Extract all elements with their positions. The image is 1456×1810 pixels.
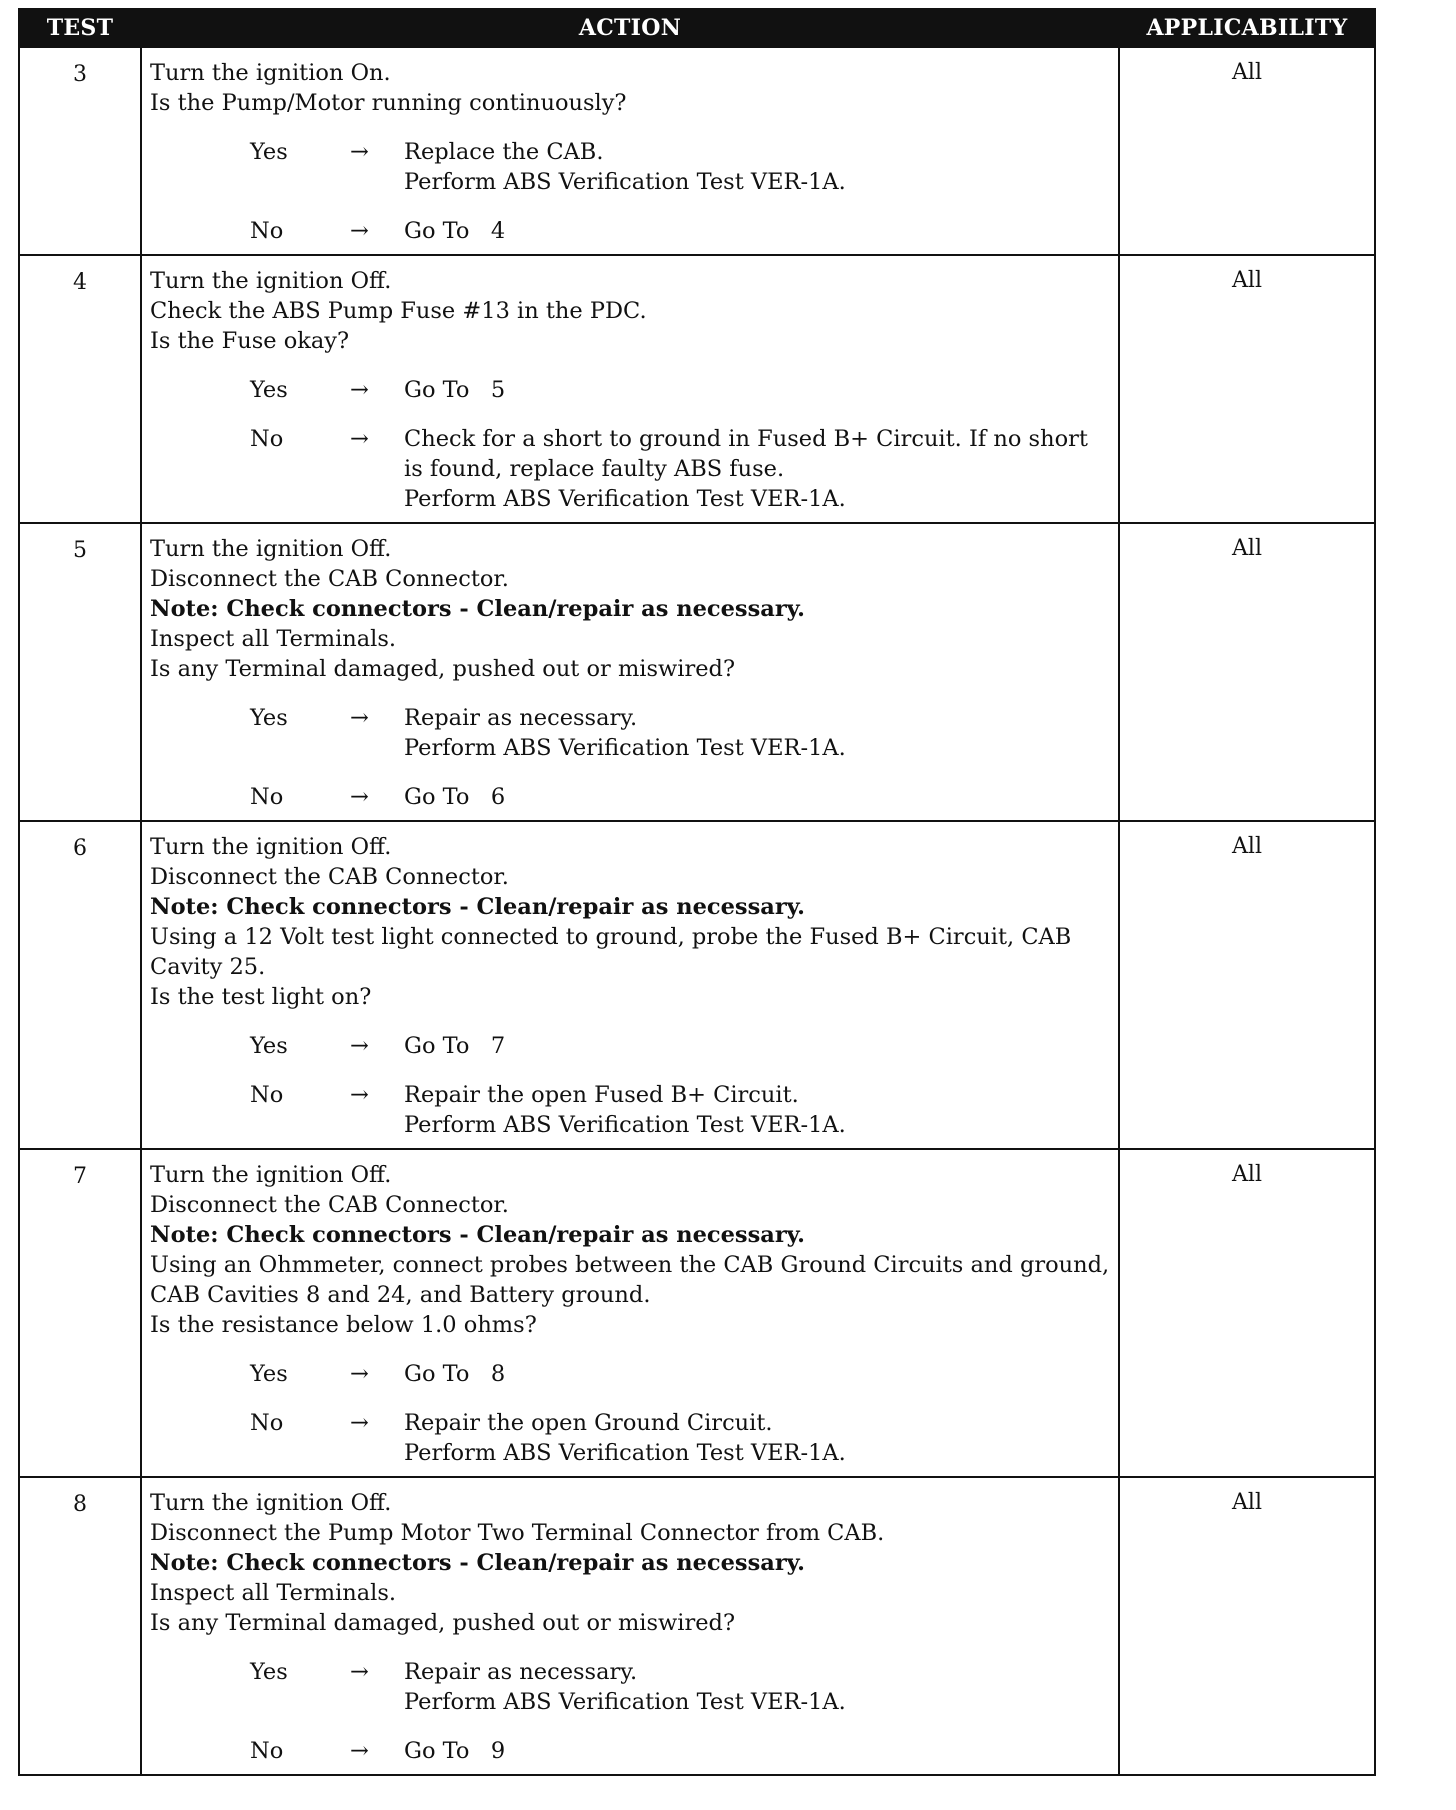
branch-answer: Yes bbox=[250, 377, 288, 403]
action-cell bbox=[141, 1149, 1119, 1477]
table-row bbox=[19, 821, 1375, 1149]
instruction-text: Disconnect the CAB Connector. bbox=[150, 1192, 509, 1218]
test-number: 8 bbox=[19, 1477, 141, 1775]
branch-result bbox=[404, 782, 1110, 812]
action-cell bbox=[141, 255, 1119, 523]
instruction-text: Is any Terminal damaged, pushed out or miswired? bbox=[150, 656, 736, 682]
header-applicability: APPLICABILITY bbox=[1119, 9, 1375, 47]
instruction-text: Is the Pump/Motor running continuously? bbox=[150, 90, 627, 116]
arrow-right-icon: → bbox=[350, 426, 369, 452]
instruction-text: Using a 12 Volt test light connected to ground, probe the Fused B+ Circuit, CAB Cavity 25. bbox=[150, 924, 1072, 980]
arrow-right-icon: → bbox=[350, 705, 369, 731]
result-line: Perform ABS Verification Test VER-1A. bbox=[404, 1689, 846, 1715]
instruction-text: Turn the ignition Off. bbox=[150, 268, 392, 294]
action-cell bbox=[141, 523, 1119, 821]
branch-answer: Yes bbox=[250, 1659, 288, 1685]
branch-result bbox=[404, 137, 1110, 197]
instruction-text: Is the resistance below 1.0 ohms? bbox=[150, 1312, 537, 1338]
result-line: Perform ABS Verification Test VER-1A. bbox=[404, 1112, 846, 1138]
branch-result bbox=[404, 703, 1110, 763]
branch-no bbox=[250, 1080, 1110, 1140]
instruction-text: Turn the ignition Off. bbox=[150, 1162, 392, 1188]
arrow-right-icon: → bbox=[350, 1361, 369, 1387]
result-line: Go To 6 bbox=[404, 784, 506, 810]
result-line: Repair the open Fused B+ Circuit. bbox=[404, 1082, 799, 1108]
table-body bbox=[19, 47, 1375, 1775]
action-cell bbox=[141, 1477, 1119, 1775]
result-line: Go To 4 bbox=[404, 218, 506, 244]
branch-answer: Yes bbox=[250, 705, 288, 731]
test-number: 3 bbox=[19, 47, 141, 255]
arrow-right-icon: → bbox=[350, 1659, 369, 1685]
applicability-value: All bbox=[1119, 255, 1375, 523]
instruction-text: Is the Fuse okay? bbox=[150, 328, 350, 354]
result-line: Perform ABS Verification Test VER-1A. bbox=[404, 169, 846, 195]
header-action: ACTION bbox=[141, 9, 1119, 47]
result-line: Go To 7 bbox=[404, 1033, 506, 1059]
document-page bbox=[18, 8, 1374, 1776]
instruction-text: Turn the ignition Off. bbox=[150, 834, 392, 860]
table-row bbox=[19, 523, 1375, 821]
note-text: Note: Check connectors - Clean/repair as necessary. bbox=[150, 596, 805, 622]
branch-no bbox=[250, 1736, 1110, 1766]
instruction-text: Turn the ignition Off. bbox=[150, 536, 392, 562]
instruction-text: Check the ABS Pump Fuse #13 in the PDC. bbox=[150, 298, 647, 324]
branch-result bbox=[404, 1359, 1110, 1389]
arrow-right-icon: → bbox=[350, 218, 369, 244]
branch-result bbox=[404, 424, 1110, 514]
instruction-text: Turn the ignition On. bbox=[150, 60, 391, 86]
action-cell bbox=[141, 47, 1119, 255]
arrow-right-icon: → bbox=[350, 1410, 369, 1436]
test-number: 6 bbox=[19, 821, 141, 1149]
branch-yes bbox=[250, 1657, 1110, 1717]
branch-no bbox=[250, 424, 1110, 514]
result-line: Check for a short to ground in Fused B+ Circuit. If no short is found, replace faulty ABS fuse. bbox=[404, 426, 1096, 482]
branch-answer: Yes bbox=[250, 139, 288, 165]
test-number: 5 bbox=[19, 523, 141, 821]
branch-yes bbox=[250, 1031, 1110, 1061]
arrow-right-icon: → bbox=[350, 139, 369, 165]
arrow-right-icon: → bbox=[350, 377, 369, 403]
branch-yes bbox=[250, 375, 1110, 405]
note-text: Note: Check connectors - Clean/repair as necessary. bbox=[150, 1550, 805, 1576]
result-line: Perform ABS Verification Test VER-1A. bbox=[404, 486, 846, 512]
branch-answer: Yes bbox=[250, 1033, 288, 1059]
header-row bbox=[19, 9, 1375, 47]
result-line: Replace the CAB. bbox=[404, 139, 604, 165]
branch-result bbox=[404, 216, 1110, 246]
result-line: Repair as necessary. bbox=[404, 705, 638, 731]
table-row bbox=[19, 47, 1375, 255]
diagnostic-test-table bbox=[18, 8, 1376, 1776]
arrow-right-icon: → bbox=[350, 1082, 369, 1108]
branch-no bbox=[250, 1408, 1110, 1468]
branch-yes bbox=[250, 703, 1110, 763]
instruction-text: Turn the ignition Off. bbox=[150, 1490, 392, 1516]
note-text: Note: Check connectors - Clean/repair as necessary. bbox=[150, 1222, 805, 1248]
branch-result bbox=[404, 375, 1110, 405]
instruction-text: Is the test light on? bbox=[150, 984, 372, 1010]
instruction-text: Disconnect the CAB Connector. bbox=[150, 566, 509, 592]
instruction-text: Using an Ohmmeter, connect probes between the CAB Ground Circuits and ground, CAB Cavities 8 and 24, and Battery ground. bbox=[150, 1252, 1110, 1308]
result-line: Go To 8 bbox=[404, 1361, 506, 1387]
table-row bbox=[19, 255, 1375, 523]
table-row bbox=[19, 1149, 1375, 1477]
result-line: Go To 5 bbox=[404, 377, 506, 403]
applicability-value: All bbox=[1119, 1477, 1375, 1775]
branch-no bbox=[250, 216, 1110, 246]
arrow-right-icon: → bbox=[350, 1738, 369, 1764]
result-line: Perform ABS Verification Test VER-1A. bbox=[404, 1440, 846, 1466]
applicability-value: All bbox=[1119, 1149, 1375, 1477]
result-line: Perform ABS Verification Test VER-1A. bbox=[404, 735, 846, 761]
branch-answer: No bbox=[250, 1738, 284, 1764]
branch-answer: No bbox=[250, 784, 284, 810]
branch-answer: No bbox=[250, 218, 284, 244]
branch-no bbox=[250, 782, 1110, 812]
header-test: TEST bbox=[19, 9, 141, 47]
note-text: Note: Check connectors - Clean/repair as necessary. bbox=[150, 894, 805, 920]
result-line: Repair the open Ground Circuit. bbox=[404, 1410, 773, 1436]
branch-answer: No bbox=[250, 426, 284, 452]
instruction-text: Inspect all Terminals. bbox=[150, 1580, 397, 1606]
table-row bbox=[19, 1477, 1375, 1775]
branch-answer: No bbox=[250, 1410, 284, 1436]
applicability-value: All bbox=[1119, 523, 1375, 821]
branch-result bbox=[404, 1408, 1110, 1468]
test-number: 7 bbox=[19, 1149, 141, 1477]
table-header bbox=[19, 9, 1375, 47]
instruction-text: Disconnect the CAB Connector. bbox=[150, 864, 509, 890]
applicability-value: All bbox=[1119, 47, 1375, 255]
action-cell bbox=[141, 821, 1119, 1149]
test-number: 4 bbox=[19, 255, 141, 523]
branch-yes bbox=[250, 137, 1110, 197]
branch-answer: No bbox=[250, 1082, 284, 1108]
result-line: Go To 9 bbox=[404, 1738, 506, 1764]
branch-result bbox=[404, 1031, 1110, 1061]
branch-result bbox=[404, 1657, 1110, 1717]
branch-yes bbox=[250, 1359, 1110, 1389]
instruction-text: Inspect all Terminals. bbox=[150, 626, 397, 652]
applicability-value: All bbox=[1119, 821, 1375, 1149]
result-line: Repair as necessary. bbox=[404, 1659, 638, 1685]
arrow-right-icon: → bbox=[350, 1033, 369, 1059]
instruction-text: Disconnect the Pump Motor Two Terminal Connector from CAB. bbox=[150, 1520, 885, 1546]
instruction-text: Is any Terminal damaged, pushed out or miswired? bbox=[150, 1610, 736, 1636]
branch-result bbox=[404, 1080, 1110, 1140]
branch-answer: Yes bbox=[250, 1361, 288, 1387]
arrow-right-icon: → bbox=[350, 784, 369, 810]
branch-result bbox=[404, 1736, 1110, 1766]
